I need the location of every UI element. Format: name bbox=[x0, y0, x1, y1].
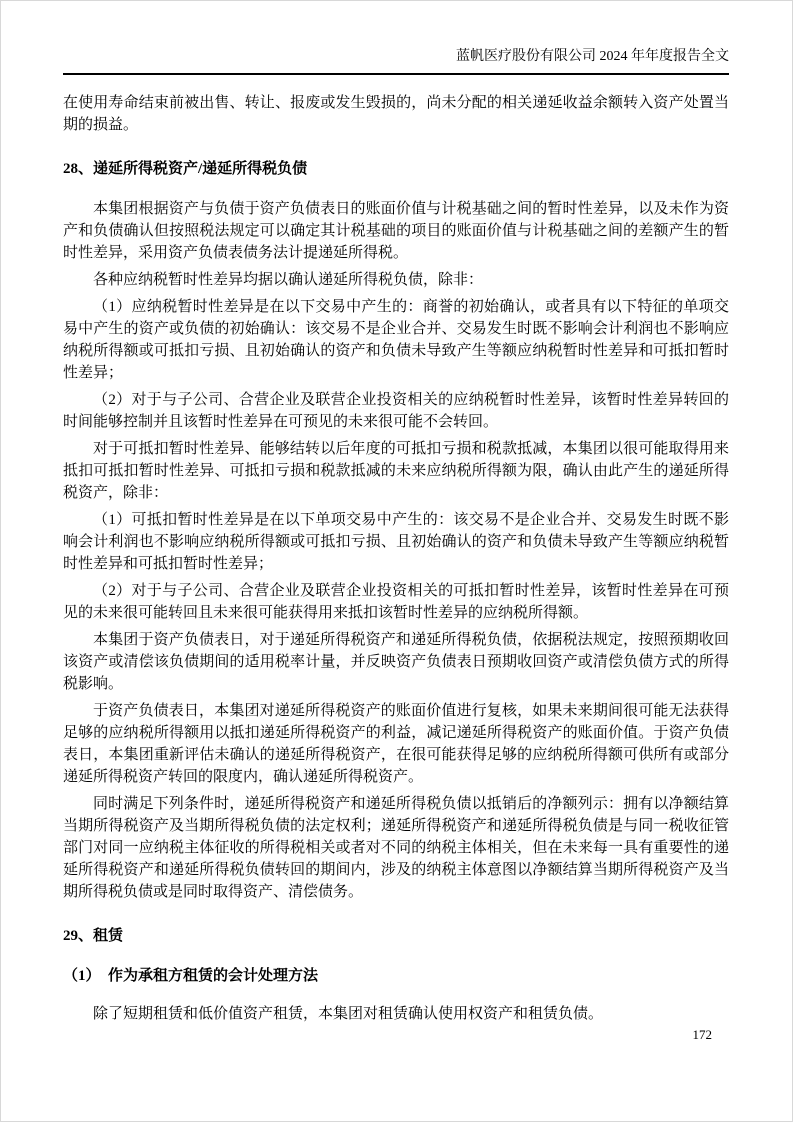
section-28-paragraph-1: 本集团根据资产与负债于资产负债表日的账面价值与计税基础之间的暂时性差异，以及未作为资产和负债确认但按照税法规定可以确定其计税基础的项目的账面价值与计税基础之间的差额产生的暂时性差异，采用资产负债表债务法计提递延所得税。 bbox=[63, 201, 729, 261]
section-28-paragraph-9: 于资产负债表日，本集团对递延所得税资产的账面价值进行复核，如果未来期间很可能无法获得足够的应纳税所得额用以抵扣递延所得税资产的利益，减记递延所得税资产的账面价值。于资产负债表日，本集团重新评估未确认的递延所得税资产，在很可能获得足够的应纳税所得额可供所有或部分递延所得税资产转回的限度内，确认递延所得税资产。 bbox=[63, 703, 729, 785]
section-28-paragraph-10: 同时满足下列条件时，递延所得税资产和递延所得税负债以抵销后的净额列示：拥有以净额结算当期所得税资产及当期所得税负债的法定权利；递延所得税资产和递延所得税负债是与同一税收征管部门对同一应纳税主体征收的所得税相关或者对不同的纳税主体相关，但在未来每一具有重要性的递延所得税资产和递延所得税负债转回的期间内，涉及的纳税主体意图以净额结算当期所得税资产及当期所得税负债或是同时取得资产、清偿债务。 bbox=[63, 796, 729, 900]
document-body bbox=[63, 92, 729, 1025]
section-28-paragraph-8: 本集团于资产负债表日，对于递延所得税资产和递延所得税负债，依据税法规定，按照预期收回该资产或清偿该负债期间的适用税率计量，并反映资产负债表日预期收回资产或清偿负债方式的所得税影响。 bbox=[63, 632, 729, 692]
section-28-paragraph-2: 各种应纳税暂时性差异均据以确认递延所得税负债，除非： bbox=[93, 272, 484, 288]
section-28-paragraph-5: 对于可抵扣暂时性差异、能够结转以后年度的可抵扣亏损和税款抵减，本集团以很可能取得用来抵扣可抵扣暂时性差异、可抵扣亏损和税款抵减的未来应纳税所得额为限，确认由此产生的递延所得税资产，除非： bbox=[63, 441, 729, 501]
intro-paragraph: 在使用寿命结束前被出售、转让、报废或发生毁损的，尚未分配的相关递延收益余额转入资产处置当期的损益。 bbox=[63, 95, 729, 133]
page-header bbox=[63, 47, 729, 75]
report-header-title: 蓝帆医疗股份有限公司 2024 年年度报告全文 bbox=[456, 49, 729, 64]
page-footer bbox=[693, 1027, 713, 1043]
section-29-heading: 29、租赁 bbox=[63, 928, 124, 944]
section-28-paragraph-7: （2）对于与子公司、合营企业及联营企业投资相关的可抵扣暂时性差异，该暂时性差异在可预见的未来很可能转回且未来很可能获得用来抵扣该暂时性差异的应纳税所得额。 bbox=[63, 583, 729, 621]
section-29-paragraph-1: 除了短期租赁和低价值资产租赁，本集团对租赁确认使用权资产和租赁负债。 bbox=[93, 1006, 604, 1022]
section-28-paragraph-3: （1）应纳税暂时性差异是在以下交易中产生的：商誉的初始确认，或者具有以下特征的单项交易中产生的资产或负债的初始确认：该交易不是企业合并、交易发生时既不影响会计利润也不影响应纳税所得额或可抵扣亏损、且初始确认的资产和负债未导致产生等额应纳税暂时性差异和可抵扣暂时性差异； bbox=[63, 299, 729, 381]
section-28-heading: 28、递延所得税资产/递延所得税负债 bbox=[63, 161, 308, 177]
section-28-paragraph-6: （1）可抵扣暂时性差异是在以下单项交易中产生的：该交易不是企业合并、交易发生时既不影响会计利润也不影响应纳税所得额或可抵扣亏损、且初始确认的资产和负债未导致产生等额应纳税暂时性差异和可抵扣暂时性差异； bbox=[63, 512, 729, 572]
section-29-subsection-1-heading: （1） 作为承租方租赁的会计处理方法 bbox=[63, 968, 319, 984]
section-28-paragraph-4: （2）对于与子公司、合营企业及联营企业投资相关的应纳税暂时性差异，该暂时性差异转回的时间能够控制并且该暂时性差异在可预见的未来很可能不会转回。 bbox=[63, 392, 729, 430]
page-number: 172 bbox=[692, 1027, 712, 1042]
